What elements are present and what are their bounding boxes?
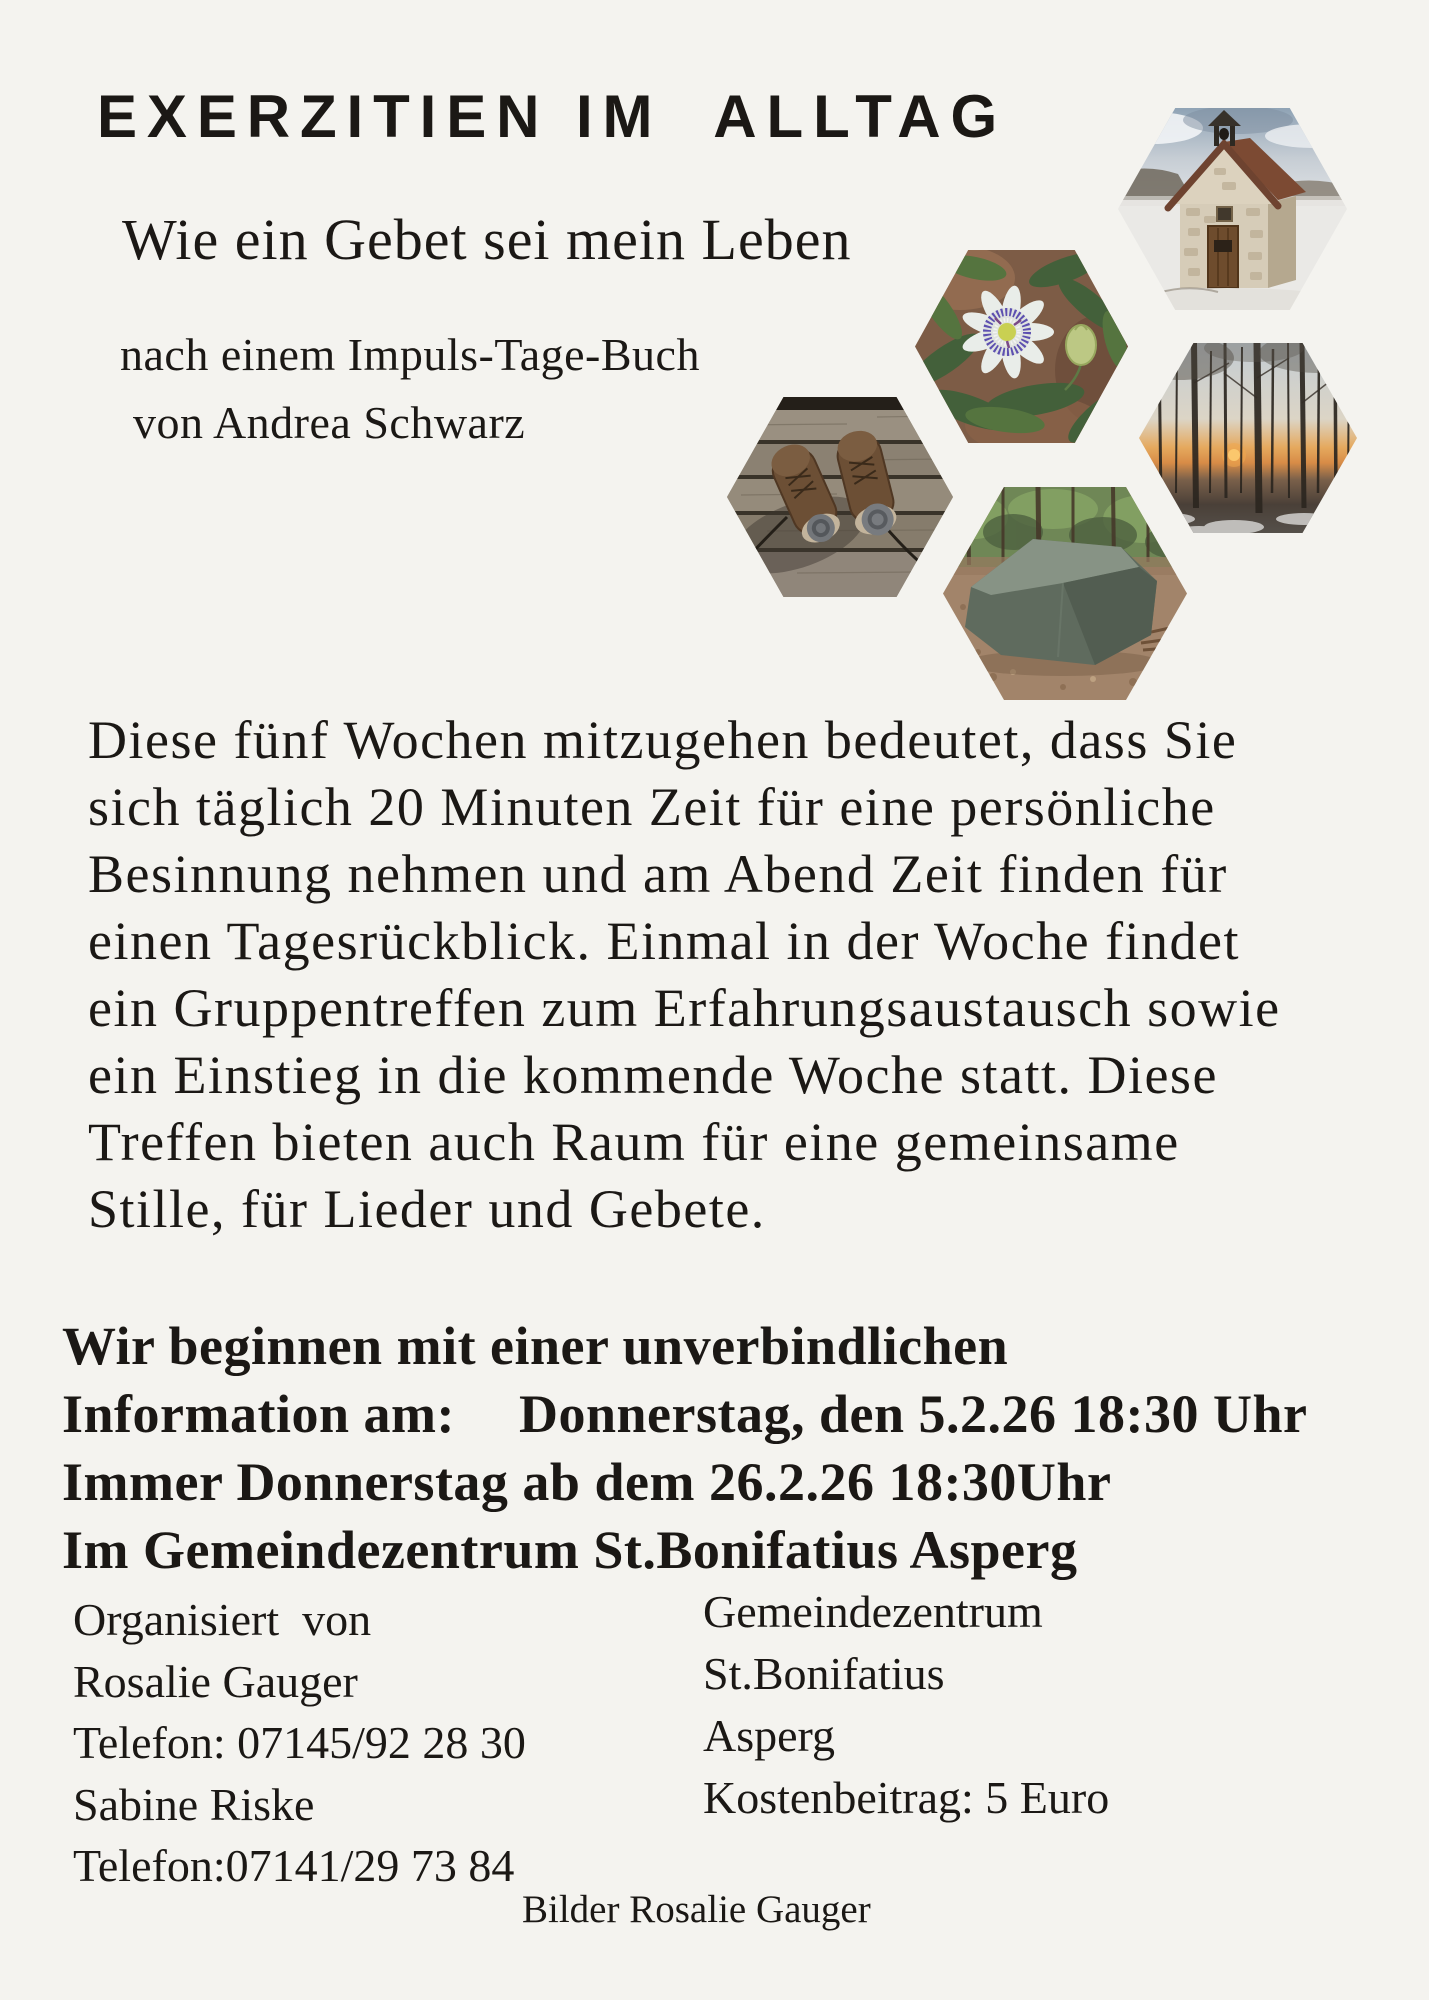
- venue-line: St.Bonifatius: [703, 1648, 945, 1699]
- organizer-name: Rosalie Gauger: [73, 1655, 358, 1707]
- sunset-forest-photo-illustration: [1139, 343, 1357, 533]
- organizer-name: Sabine Riske: [73, 1778, 315, 1830]
- organizer-contact-column: [73, 1589, 526, 1897]
- event-info-section: [62, 1312, 1307, 1584]
- info-location-line: Im Gemeindezentrum St.Bonifatius Asperg: [62, 1520, 1078, 1580]
- chapel-photo-illustration: [1118, 108, 1347, 310]
- photo-sunset-forest-hexagon: [1139, 343, 1357, 533]
- paragraph-line: Stille, für Lieder und Gebete.: [88, 1179, 766, 1239]
- intro-paragraph: [88, 707, 1281, 1243]
- venue-column: [703, 1581, 1109, 1829]
- info-intro-line: Wir beginnen mit einer unverbindlichen: [62, 1316, 1009, 1376]
- venue-cost-line: Kostenbeitrag: 5 Euro: [703, 1772, 1110, 1823]
- photo-passionflower-hexagon: [915, 250, 1128, 443]
- organizer-phone: Telefon: 07145/92 28 30: [73, 1717, 526, 1768]
- venue-line: Asperg: [703, 1710, 836, 1761]
- subtitle: Wie ein Gebet sei mein Leben: [122, 207, 852, 272]
- photo-chapel-hexagon: [1118, 108, 1347, 310]
- venue-line: Gemeindezentrum: [703, 1586, 1043, 1637]
- info-date-line: [62, 1380, 1307, 1448]
- photo-credit: Bilder Rosalie Gauger: [522, 1888, 871, 1931]
- info-date-label: Information am:: [62, 1384, 455, 1444]
- info-date-value: Donnerstag, den 5.2.26 18:30 Uhr: [518, 1384, 1308, 1444]
- page-title: EXERZITIEN IM ALLTAG: [97, 83, 1008, 150]
- info-recurring-line: Immer Donnerstag ab dem 26.2.26 18:30Uhr: [62, 1452, 1112, 1512]
- paragraph-line: Treffen bieten auch Raum für eine gemeinsame: [88, 1112, 1180, 1172]
- byline-book: nach einem Impuls-Tage-Buch: [120, 329, 700, 380]
- paragraph-line: ein Gruppentreffen zum Erfahrungsaustausch sowie: [88, 978, 1281, 1038]
- paragraph-line: sich täglich 20 Minuten Zeit für eine persönliche: [88, 777, 1216, 837]
- boulder-photo-illustration: [943, 487, 1187, 700]
- passionflower-photo-illustration: [915, 250, 1128, 443]
- paragraph-line: ein Einstieg in die kommende Woche statt. Diese: [88, 1045, 1218, 1105]
- byline-author: von Andrea Schwarz: [133, 397, 526, 448]
- organizer-phone: Telefon:07141/29 73 84: [73, 1840, 515, 1891]
- photo-boots-hexagon: [727, 397, 953, 597]
- paragraph-line: Besinnung nehmen und am Abend Zeit finden für: [88, 844, 1228, 904]
- photo-boulder-hexagon: [943, 487, 1187, 700]
- paragraph-line: Diese fünf Wochen mitzugehen bedeutet, dass Sie: [88, 710, 1238, 770]
- paragraph-line: einen Tagesrückblick. Einmal in der Woche findet: [88, 911, 1241, 971]
- boots-photo-illustration: [727, 397, 953, 597]
- organizer-heading: Organisiert von: [73, 1594, 372, 1645]
